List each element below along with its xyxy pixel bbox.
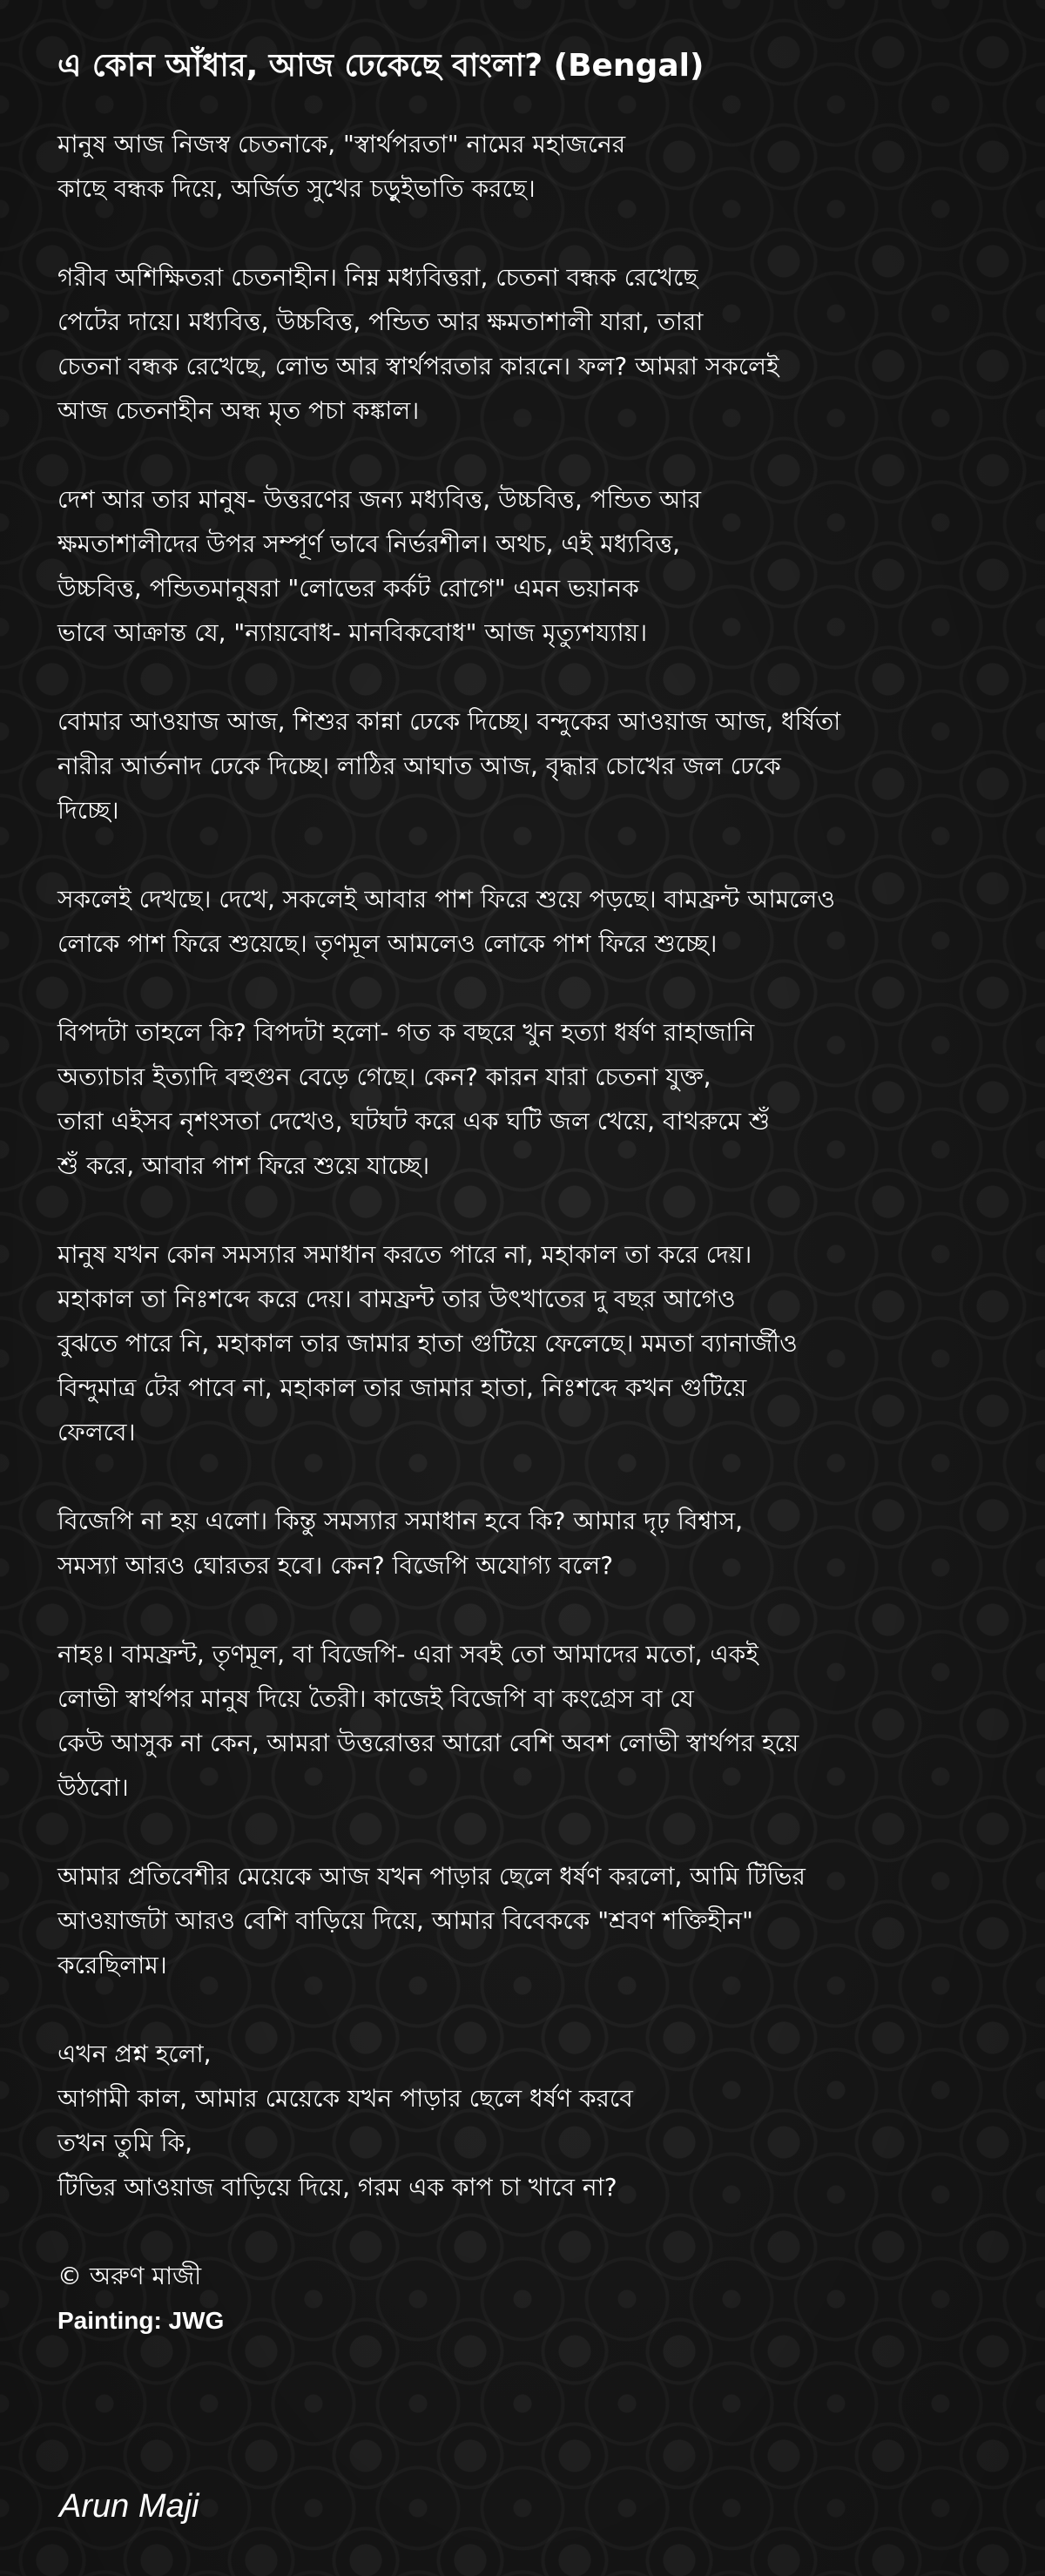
author-signature: Arun Maji [59, 2488, 199, 2525]
painting-credit: Painting: JWG [57, 2307, 225, 2334]
poem-line: উচ্চবিত্ত, পন্ডিতমানুষরা "লোভের কর্কট রোগে" এমন ভয়ানক [57, 574, 639, 603]
credits [57, 2254, 1024, 2343]
stanza-7 [57, 1232, 1024, 1454]
poem-line: তখন তুমি কি, [57, 2128, 192, 2157]
poem-line: অত্যাচার ইত্যাদি বহুগুন বেড়ে গেছে। কেন? কারন যারা চেতনা যুক্ত, [57, 1062, 711, 1091]
stanza-3 [57, 477, 1024, 655]
poem-line: টিভির আওয়াজ বাড়িয়ে দিয়ে, গরম এক কাপ চা খাবে না? [57, 2173, 617, 2202]
poem-line: দিচ্ছে। [57, 796, 119, 825]
poem-line: মহাকাল তা নিঃশব্দে করে দেয়। বামফ্রন্ট তার উৎখাতের দু বছর আগেও [57, 1285, 736, 1313]
poem-line: ফেলবে। [57, 1418, 136, 1446]
poem-line: পেটের দায়ে। মধ্যবিত্ত, উচ্চবিত্ত, পন্ডিত আর ক্ষমতাশালী যারা, তারা [57, 307, 704, 336]
poem-line: লোকে পাশ ফিরে শুয়েছে। তৃণমূল আমলেও লোকে পাশ ফিরে শুচ্ছে। [57, 929, 718, 958]
poem-line: ক্ষমতাশালীদের উপর সম্পূর্ণ ভাবে নির্ভরশীল। অথচ, এই মধ্যবিত্ত, [57, 529, 681, 558]
poem-line: আজ চেতনাহীন অন্ধ মৃত পচা কঙ্কাল। [57, 396, 420, 425]
poem-line: বিজেপি না হয় এলো। কিন্তু সমস্যার সমাধান হবে কি? আমার দৃঢ় বিশ্বাস, [57, 1507, 743, 1535]
stanza-8 [57, 1499, 1024, 1588]
stanza-5 [57, 877, 1024, 966]
poem-line: নাহঃ। বামফ্রন্ট, তৃণমূল, বা বিজেপি- এরা সবই তো আমাদের মতো, একই [57, 1640, 758, 1669]
poem-line: মানুষ আজ নিজস্ব চেতনাকে, "স্বার্থপরতা" নামের মহাজনের [57, 130, 626, 158]
poem-line: গরীব অশিক্ষিতরা চেতনাহীন। নিম্ন মধ্যবিত্তরা, চেতনা বন্ধক রেখেছে [57, 263, 698, 292]
poem-line: আগামী কাল, আমার মেয়েকে যখন পাড়ার ছেলে ধর্ষণ করবে [57, 2084, 633, 2113]
poem-line: উঠবো। [57, 1773, 129, 1802]
stanza-6 [57, 1010, 1024, 1188]
stanza-1 [57, 122, 1024, 211]
poem-line: বোমার আওয়াজ আজ, শিশুর কান্না ঢেকে দিচ্ছে। বন্দুকের আওয়াজ আজ, ধর্ষিতা [57, 707, 841, 736]
poem-line: নারীর আর্তনাদ ঢেকে দিচ্ছে। লাঠির আঘাত আজ, বৃদ্ধার চোখের জল ঢেকে [57, 752, 781, 780]
poem-content [57, 44, 1024, 2343]
stanza-2 [57, 255, 1024, 433]
poem-line: আওয়াজটা আরও বেশি বাড়িয়ে দিয়ে, আমার বিবেককে "শ্রবণ শক্তিহীন" [57, 1906, 753, 1935]
poem-line: বুঝতে পারে নি, মহাকাল তার জামার হাতা গুটিয়ে ফেলেছে। মমতা ব্যানার্জীও [57, 1329, 798, 1358]
stanza-4 [57, 699, 1024, 833]
poem-line: শুঁ করে, আবার পাশ ফিরে শুয়ে যাচ্ছে। [57, 1151, 430, 1180]
copyright-text: © অরুণ মাজী [57, 2262, 202, 2290]
poem-line: বিন্দুমাত্র টের পাবে না, মহাকাল তার জামার হাতা, নিঃশব্দে কখন গুটিয়ে [57, 1373, 747, 1402]
poem-line: আমার প্রতিবেশীর মেয়েকে আজ যখন পাড়ার ছেলে ধর্ষণ করলো, আমি টিভির [57, 1862, 806, 1891]
poem-line: মানুষ যখন কোন সমস্যার সমাধান করতে পারে না, মহাকাল তা করে দেয়। [57, 1240, 752, 1269]
poem-line: ভাবে আক্রান্ত যে, "ন্যায়বোধ- মানবিকবোধ" আজ মৃত্যুশয্যায়। [57, 618, 648, 647]
stanza-10 [57, 1854, 1024, 1987]
poem-line: চেতনা বন্ধক রেখেছে, লোভ আর স্বার্থপরতার কারনে। ফল? আমরা সকলেই [57, 352, 779, 381]
poem-line: এখন প্রশ্ন হলো, [57, 2040, 212, 2068]
poem-line: লোভী স্বার্থপর মানুষ দিয়ে তৈরী। কাজেই বিজেপি বা কংগ্রেস বা যে [57, 1684, 694, 1713]
poem-line: বিপদটা তাহলে কি? বিপদটা হলো- গত ক বছরে খুন হত্যা ধর্ষণ রাহাজানি [57, 1018, 755, 1047]
poem-line: করেছিলাম। [57, 1951, 167, 1979]
poem-line: কেউ আসুক না কেন, আমরা উত্তরোত্তর আরো বেশি অবশ লোভী স্বার্থপর হয়ে [57, 1729, 799, 1757]
poem-line: দেশ আর তার মানুষ- উত্তরণের জন্য মধ্যবিত্ত, উচ্চবিত্ত, পন্ডিত আর [57, 485, 702, 514]
poem-line: সকলেই দেখছে। দেখে, সকলেই আবার পাশ ফিরে শুয়ে পড়ছে। বামফ্রন্ট আমলেও [57, 885, 835, 914]
poem-line: সমস্যা আরও ঘোরতর হবে। কেন? বিজেপি অযোগ্য বলে? [57, 1551, 614, 1580]
stanza-9 [57, 1632, 1024, 1810]
poem-line: কাছে বন্ধক দিয়ে, অর্জিত সুখের চড়ুইভাতি করছে। [57, 174, 536, 203]
poem-title: এ কোন আঁধার, আজ ঢেকেছে বাংলা? (Bengal) [57, 48, 705, 84]
stanza-11 [57, 2032, 1024, 2209]
poem-line: তারা এইসব নৃশংসতা দেখেও, ঘটঘট করে এক ঘটি জল খেয়ে, বাথরুমে শুঁ [57, 1107, 770, 1136]
